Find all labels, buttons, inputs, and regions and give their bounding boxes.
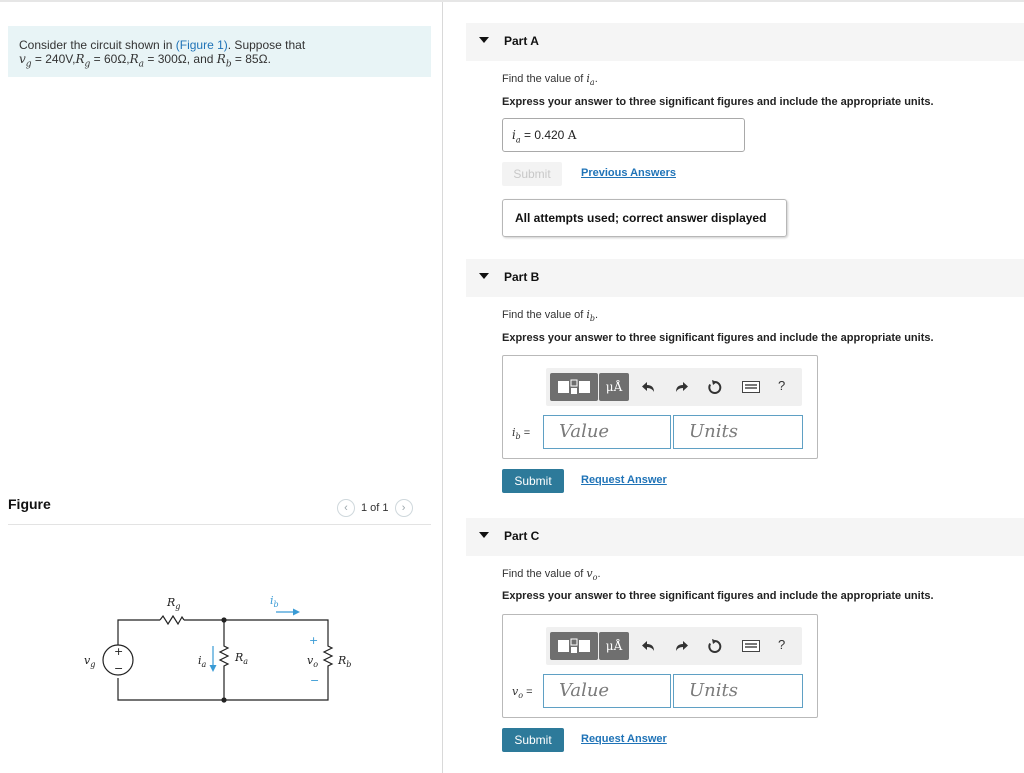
rg-label: [166, 596, 180, 611]
figure-pager: [337, 498, 413, 518]
units-button[interactable]: μÅ: [599, 373, 629, 401]
problem-intro: Consider the circuit shown in: [19, 38, 176, 52]
page-indicator: 1 of 1: [361, 502, 389, 514]
part-b-var-label: [512, 426, 530, 441]
math-toolbar: [546, 368, 802, 406]
collapse-triangle-icon: [479, 273, 489, 279]
part-c-var-label: [512, 685, 533, 700]
part-b-units-input[interactable]: Units: [673, 415, 803, 449]
keyboard-button[interactable]: [741, 377, 761, 397]
keyboard-button[interactable]: [741, 636, 761, 656]
rb-label-main: R: [338, 654, 347, 667]
prev-figure-button[interactable]: [337, 499, 355, 517]
node-bottom: [221, 697, 226, 702]
part-c-var-eq: =: [523, 686, 533, 698]
ra-value: = 300Ω,: [144, 52, 191, 66]
part-a-instruction: Express your answer to three significant figures and include the appropriate units.: [502, 96, 934, 108]
ra-symbol: R: [129, 52, 139, 66]
part-b-var-sub: b: [515, 432, 521, 442]
undo-button[interactable]: [639, 636, 659, 656]
previous-answers-link[interactable]: Previous Answers: [581, 167, 676, 179]
figure-rule: [8, 524, 431, 525]
ra-label-main: R: [235, 651, 244, 664]
part-b-request-answer-link[interactable]: Request Answer: [581, 474, 667, 486]
ia-arrow-head: [210, 665, 217, 672]
part-a-title: Part A: [504, 34, 539, 48]
part-c-var: v: [512, 685, 519, 698]
part-b-answer-editor: [502, 355, 818, 459]
part-c-var-sub: o: [518, 691, 524, 701]
part-b-question-end: .: [595, 309, 599, 321]
part-c-question: [502, 567, 601, 582]
part-c-submit-button[interactable]: Submit: [502, 728, 564, 752]
part-a-header[interactable]: [466, 23, 1024, 61]
part-c-units-input[interactable]: Units: [673, 674, 803, 708]
collapse-triangle-icon: [479, 37, 489, 43]
top-wire-right: [184, 620, 328, 628]
part-b-header[interactable]: [466, 259, 1024, 297]
part-b-question-var: i: [586, 308, 590, 321]
ib-label: [270, 594, 279, 609]
part-a-answer-unit: A: [567, 128, 577, 142]
part-a-answer-value: 0.420: [534, 128, 565, 142]
top-border: [0, 0, 1024, 2]
part-b-question-text: Find the value of: [502, 309, 587, 321]
part-b-var-eq: =: [520, 427, 531, 439]
units-button[interactable]: μÅ: [599, 632, 629, 660]
vg-symbol: v: [19, 52, 26, 66]
problem-statement: [8, 26, 431, 77]
collapse-triangle-icon: [479, 532, 489, 538]
vo-label: [307, 654, 318, 669]
part-c-answer-editor: [502, 614, 818, 718]
chevron-right-icon: ›: [401, 502, 406, 514]
part-b-instruction: Express your answer to three significant figures and include the appropriate units.: [502, 332, 934, 344]
part-a-answer-eq: =: [520, 128, 535, 142]
part-c-title: Part C: [504, 529, 540, 543]
vg-value: = 240V,: [31, 52, 76, 66]
rg-symbol: R: [75, 52, 85, 66]
part-b-question-sub: b: [589, 314, 596, 324]
help-icon[interactable]: ?: [778, 637, 786, 652]
ra-sub: a: [138, 59, 145, 70]
problem-line-1: [19, 38, 305, 52]
part-a-answer-box: [502, 118, 745, 152]
rb-sub: b: [225, 59, 232, 70]
column-divider: [442, 2, 443, 773]
part-a-question-sub: a: [589, 78, 595, 88]
ib-arrow-head: [293, 609, 300, 616]
figure-link[interactable]: (Figure 1): [175, 38, 228, 52]
part-c-question-text: Find the value of: [502, 568, 587, 580]
part-a-question: [502, 72, 598, 87]
ra-branch: [220, 620, 228, 700]
and-word: and: [190, 52, 217, 66]
rb-symbol: R: [216, 52, 226, 66]
ib-label-main: i: [270, 594, 274, 607]
templates-icon: [550, 373, 598, 401]
part-a-answer: [512, 128, 576, 144]
keyboard-icon: [742, 381, 760, 393]
ia-label: [198, 654, 207, 669]
reset-icon: [707, 379, 723, 395]
bottom-wire: [118, 678, 328, 700]
node-top: [221, 617, 226, 622]
math-toolbar: [546, 627, 802, 665]
part-a-answer-sub: a: [515, 135, 521, 145]
next-figure-button[interactable]: [395, 499, 413, 517]
rg-sub: g: [84, 59, 91, 70]
rb-value: = 85Ω.: [231, 52, 271, 66]
vg-label: [84, 654, 95, 669]
source-plus: +: [114, 645, 124, 658]
reset-button[interactable]: [705, 636, 725, 656]
vg-label-sub: g: [90, 660, 96, 669]
vo-label-sub: o: [313, 660, 319, 669]
ra-label: [234, 651, 248, 666]
attempts-used-message: All attempts used; correct answer displayed: [502, 199, 787, 237]
rg-resistor: [160, 616, 184, 624]
ia-label-main: i: [198, 654, 202, 667]
reset-icon: [707, 638, 723, 654]
part-a-question-end: .: [594, 73, 598, 85]
redo-icon: [673, 380, 689, 394]
redo-button[interactable]: [671, 377, 691, 397]
rb-label: [337, 654, 351, 669]
part-c-question-sub: o: [592, 573, 598, 583]
templates-button[interactable]: [550, 632, 598, 660]
ia-label-sub: a: [201, 660, 207, 669]
part-b-value-input[interactable]: Value: [543, 415, 671, 449]
redo-icon: [673, 639, 689, 653]
vo-plus: +: [309, 634, 319, 647]
part-c-request-answer-link[interactable]: Request Answer: [581, 733, 667, 745]
rg-label-sub: g: [175, 602, 181, 611]
figure-title: Figure: [8, 496, 51, 512]
vo-minus: −: [310, 674, 320, 687]
templates-icon: [550, 632, 598, 660]
part-c-instruction: Express your answer to three significant figures and include the appropriate units.: [502, 590, 934, 602]
vg-sub: g: [25, 59, 32, 70]
chevron-left-icon: ‹: [344, 502, 348, 514]
part-b-title: Part B: [504, 270, 540, 284]
help-icon[interactable]: ?: [778, 378, 786, 393]
undo-icon: [641, 639, 657, 653]
part-a-question-var: i: [586, 72, 590, 85]
part-a-submit-button[interactable]: Submit: [502, 162, 562, 186]
vo-label-main: v: [307, 654, 314, 667]
ib-label-sub: b: [273, 600, 279, 609]
part-c-value-input[interactable]: Value: [543, 674, 671, 708]
reset-button[interactable]: [705, 377, 725, 397]
source-minus: −: [114, 662, 124, 675]
part-b-submit-button[interactable]: Submit: [502, 469, 564, 493]
rg-value: = 60Ω,: [90, 52, 130, 66]
ra-label-sub: a: [243, 657, 249, 666]
part-a-question-text: Find the value of: [502, 73, 587, 85]
part-c-header[interactable]: [466, 518, 1024, 556]
rb-resistor: [324, 628, 332, 686]
part-c-question-var: v: [586, 567, 593, 580]
vg-label-main: v: [84, 654, 91, 667]
undo-icon: [641, 380, 657, 394]
redo-button[interactable]: [671, 636, 691, 656]
rb-label-sub: b: [346, 660, 352, 669]
part-a-answer-var: i: [512, 128, 516, 142]
rg-label-main: R: [167, 596, 176, 609]
circuit-diagram[interactable]: [70, 580, 370, 710]
keyboard-icon: [742, 640, 760, 652]
part-c-question-end: .: [597, 568, 601, 580]
undo-button[interactable]: [639, 377, 659, 397]
part-b-var: i: [512, 426, 516, 439]
templates-button[interactable]: [550, 373, 598, 401]
part-b-question: [502, 308, 598, 323]
problem-line-2: [19, 52, 271, 69]
problem-suffix: . Suppose that: [227, 38, 306, 52]
